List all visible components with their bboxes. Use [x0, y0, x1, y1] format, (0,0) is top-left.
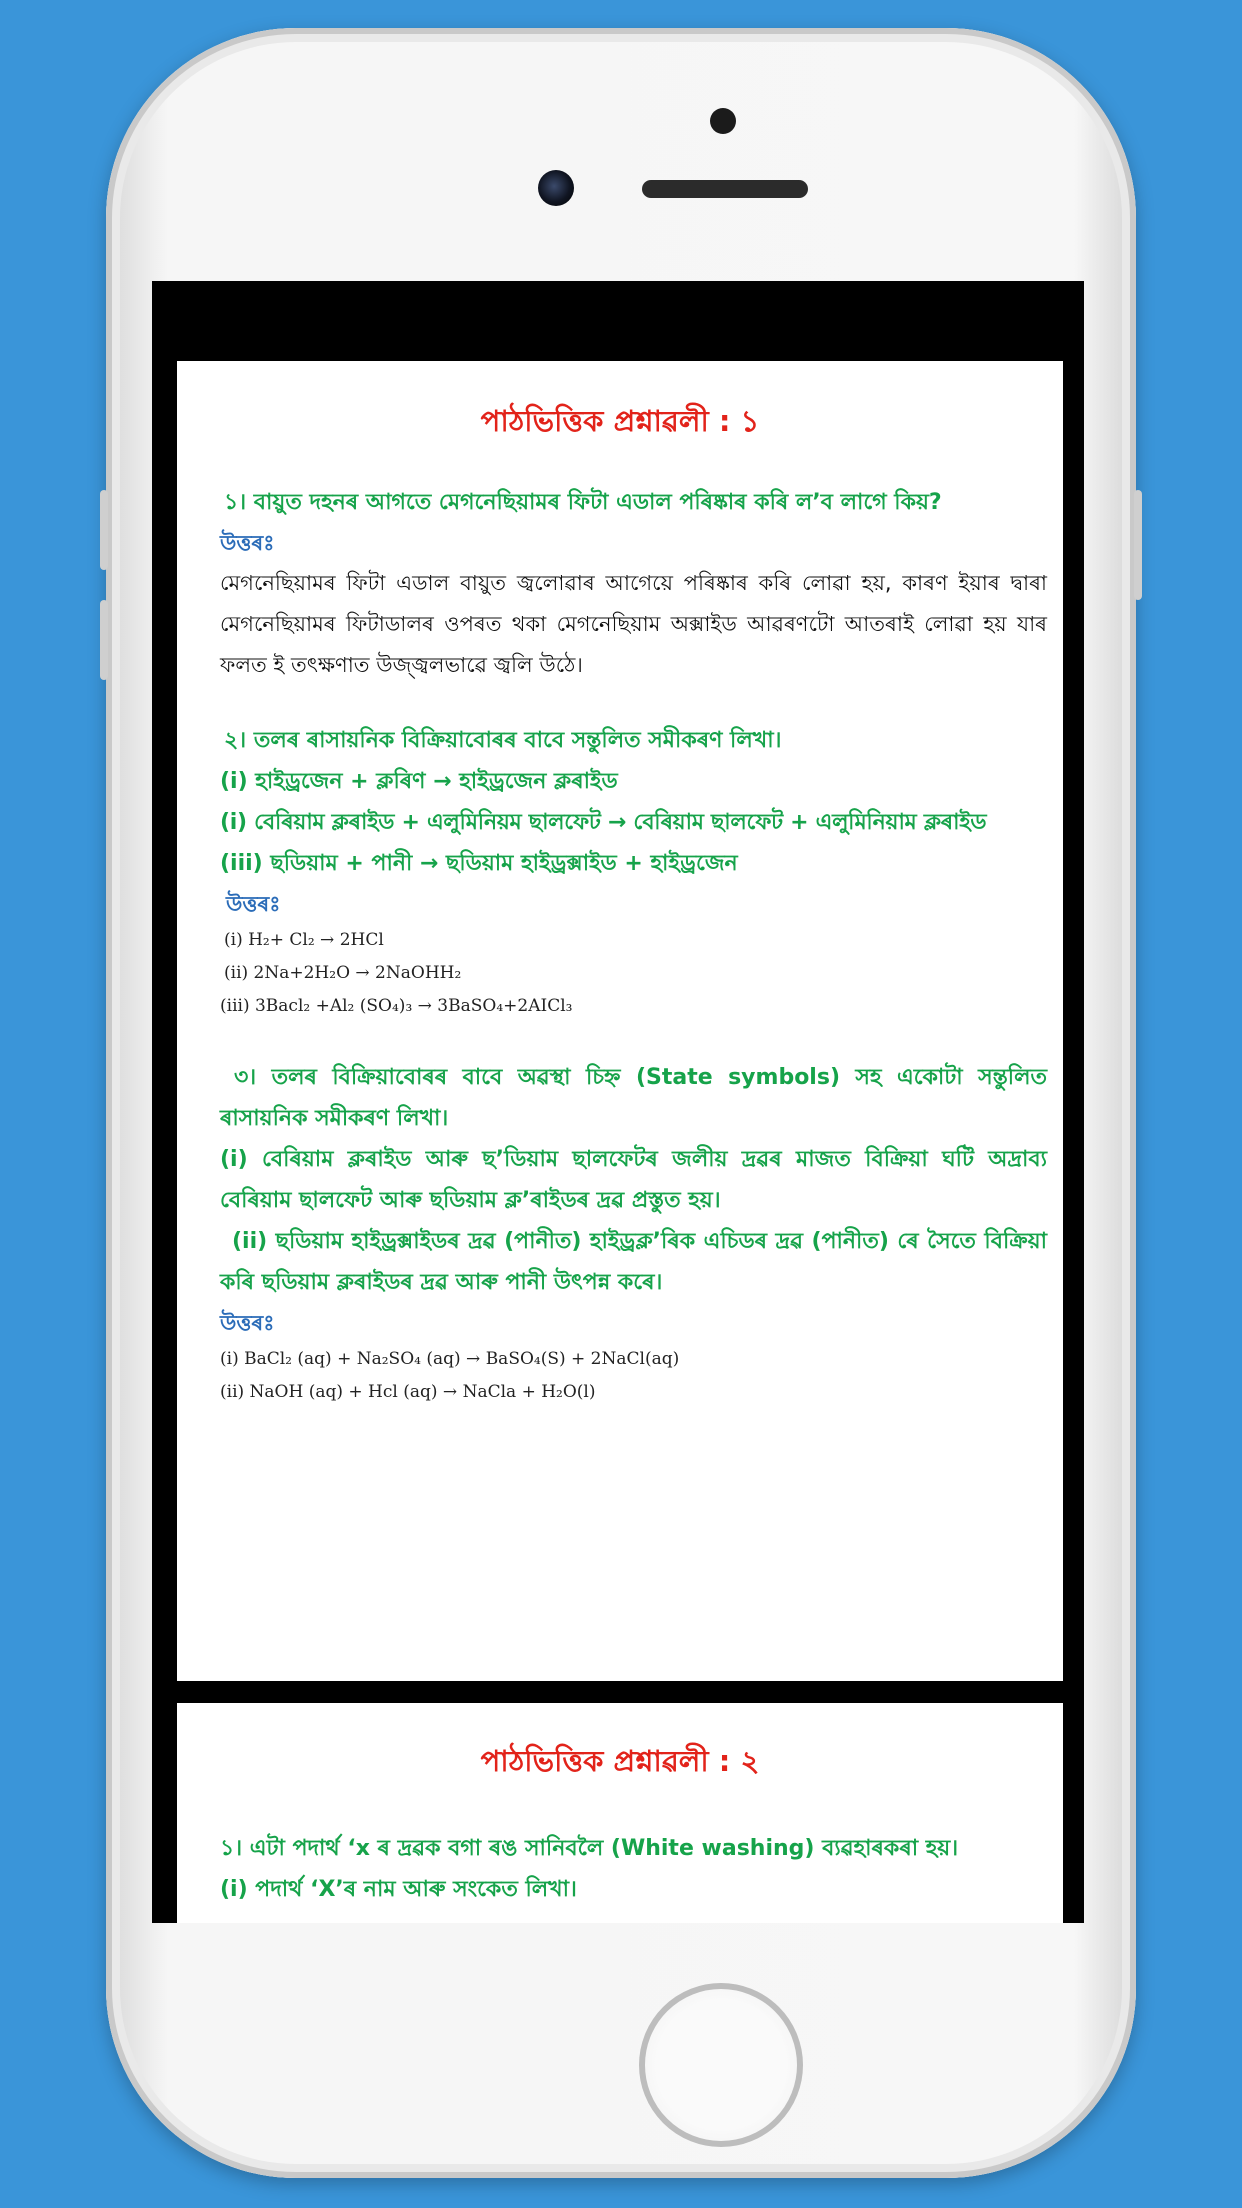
question-2-part-1: (i) হাইড্ৰজেন + ক্লৰিণ → হাইড্ৰজেন ক্লৰাইড	[220, 769, 618, 794]
question-2-part-2: (i) বেৰিয়াম ক্লৰাইড + এলুমিনিয়ম ছালফেট → বেৰিয়াম ছালফেট + এলুমিনিয়াম ক্লৰাইড	[220, 810, 987, 835]
question-1: ১। এটা পদাৰ্থ ‘x ৰ দ্ৰৱক বগা ৰঙ সানিবলৈ (White washing) ব্যৱহাৰকৰা হয়।	[220, 1836, 959, 1861]
home-button[interactable]	[639, 1983, 803, 2147]
earpiece-speaker	[642, 180, 808, 198]
phone-screen[interactable]	[152, 281, 1084, 1923]
page-title: পাঠভিত্তিক প্ৰশ্নাৱলী : ১	[480, 404, 760, 438]
answer-3-formula-2: (ii) NaOH (aq) + Hcl (aq) → NaCla + H₂O(l)	[220, 1382, 596, 1402]
question-2-part-3: (iii) ছডিয়াম + পানী → ছডিয়াম হাইড্ৰক্সাইড + হাইড্ৰজেন	[220, 851, 738, 876]
answer-label: উত্তৰঃ	[226, 892, 281, 916]
answer-label: উত্তৰঃ	[220, 1311, 275, 1335]
answer-label: উত্তৰঃ	[220, 531, 275, 555]
question-1: ১। বায়ুত দহনৰ আগতে মেগনেছিয়ামৰ ফিটা এডাল পৰিষ্কাৰ কৰি ল’ব লাগে কিয়?	[224, 490, 942, 515]
question-2: ২। তলৰ ৰাসায়নিক বিক্ৰিয়াবোৰৰ বাবে সন্তুলিত সমীকৰণ লিখা।	[224, 728, 782, 753]
answer-3-formula-1: (i) BaCl₂ (aq) + Na₂SO₄ (aq) → BaSO₄(S) + 2NaCl(aq)	[220, 1349, 680, 1369]
question-3-part-1: (i) বেৰিয়াম ক্লৰাইড আৰু ছ’ডিয়াম ছালফেটৰ জলীয় দ্ৰৱৰ মাজত বিক্ৰিয়া ঘটি অদ্ৰাব্য বেৰিয়াম ছালফেট আৰু ছডিয়াম ক্ল’ৰাইডৰ দ্ৰৱ প্ৰস্তুত হয়।	[220, 1147, 1047, 1213]
answer-2-formula-2: (ii) 2Na+2H₂O → 2NaOHH₂	[224, 963, 462, 983]
front-camera-icon	[538, 170, 574, 206]
question-1-part-1: (i) পদাৰ্থ ‘X’ৰ নাম আৰু সংকেত লিখা।	[220, 1877, 577, 1902]
answer-2-formula-3: (iii) 3Bacl₂ +Al₂ (SO₄)₃ → 3BaSO₄+2AICl₃	[220, 996, 573, 1016]
question-3: ৩। তলৰ বিক্ৰিয়াবোৰৰ বাবে অৱস্থা চিহ্ন (State symbols) সহ একোটা সন্তুলিত ৰাসায়নিক সমীকৰণ লিখা।	[220, 1065, 1047, 1131]
answer-1-text: মেগনেছিয়ামৰ ফিটা এডাল বায়ুত জ্বলোৱাৰ আগেয়ে পৰিষ্কাৰ কৰি লোৱা হয়, কাৰণ ইয়াৰ দ্বাৰা মেগনেছিয়ামৰ ফিটাডালৰ ওপৰত থকা মেগনেছিয়াম অক্সাইড আৱৰণটো আতৰাই লোৱা হয় যাৰ ফলত ই তৎক্ষণাত উজ্জ্বলভাৱে জ্বলি উঠে।	[220, 571, 1047, 677]
proximity-sensor	[710, 108, 736, 134]
volume-down-button	[100, 600, 108, 680]
power-button	[1134, 490, 1142, 600]
answer-2-formula-1: (i) H₂+ Cl₂ → 2HCl	[224, 930, 384, 950]
page-title: পাঠভিত্তিক প্ৰশ্নাৱলী : ২	[480, 1744, 760, 1778]
question-3-part-2: (ii) ছডিয়াম হাইড্ৰক্সাইডৰ দ্ৰৱ (পানীত) হাইড্ৰক্ল’ৰিক এচিডৰ দ্ৰৱ (পানীত) ৰে সৈতে বিক্ৰিয়া কৰি ছডিয়াম ক্লৰাইডৰ দ্ৰৱ আৰু পানী উৎপন্ন কৰে।	[220, 1229, 1047, 1295]
volume-up-button	[100, 490, 108, 570]
worksheet-page-1[interactable]	[177, 361, 1063, 1681]
worksheet-page-2[interactable]	[177, 1703, 1063, 1923]
